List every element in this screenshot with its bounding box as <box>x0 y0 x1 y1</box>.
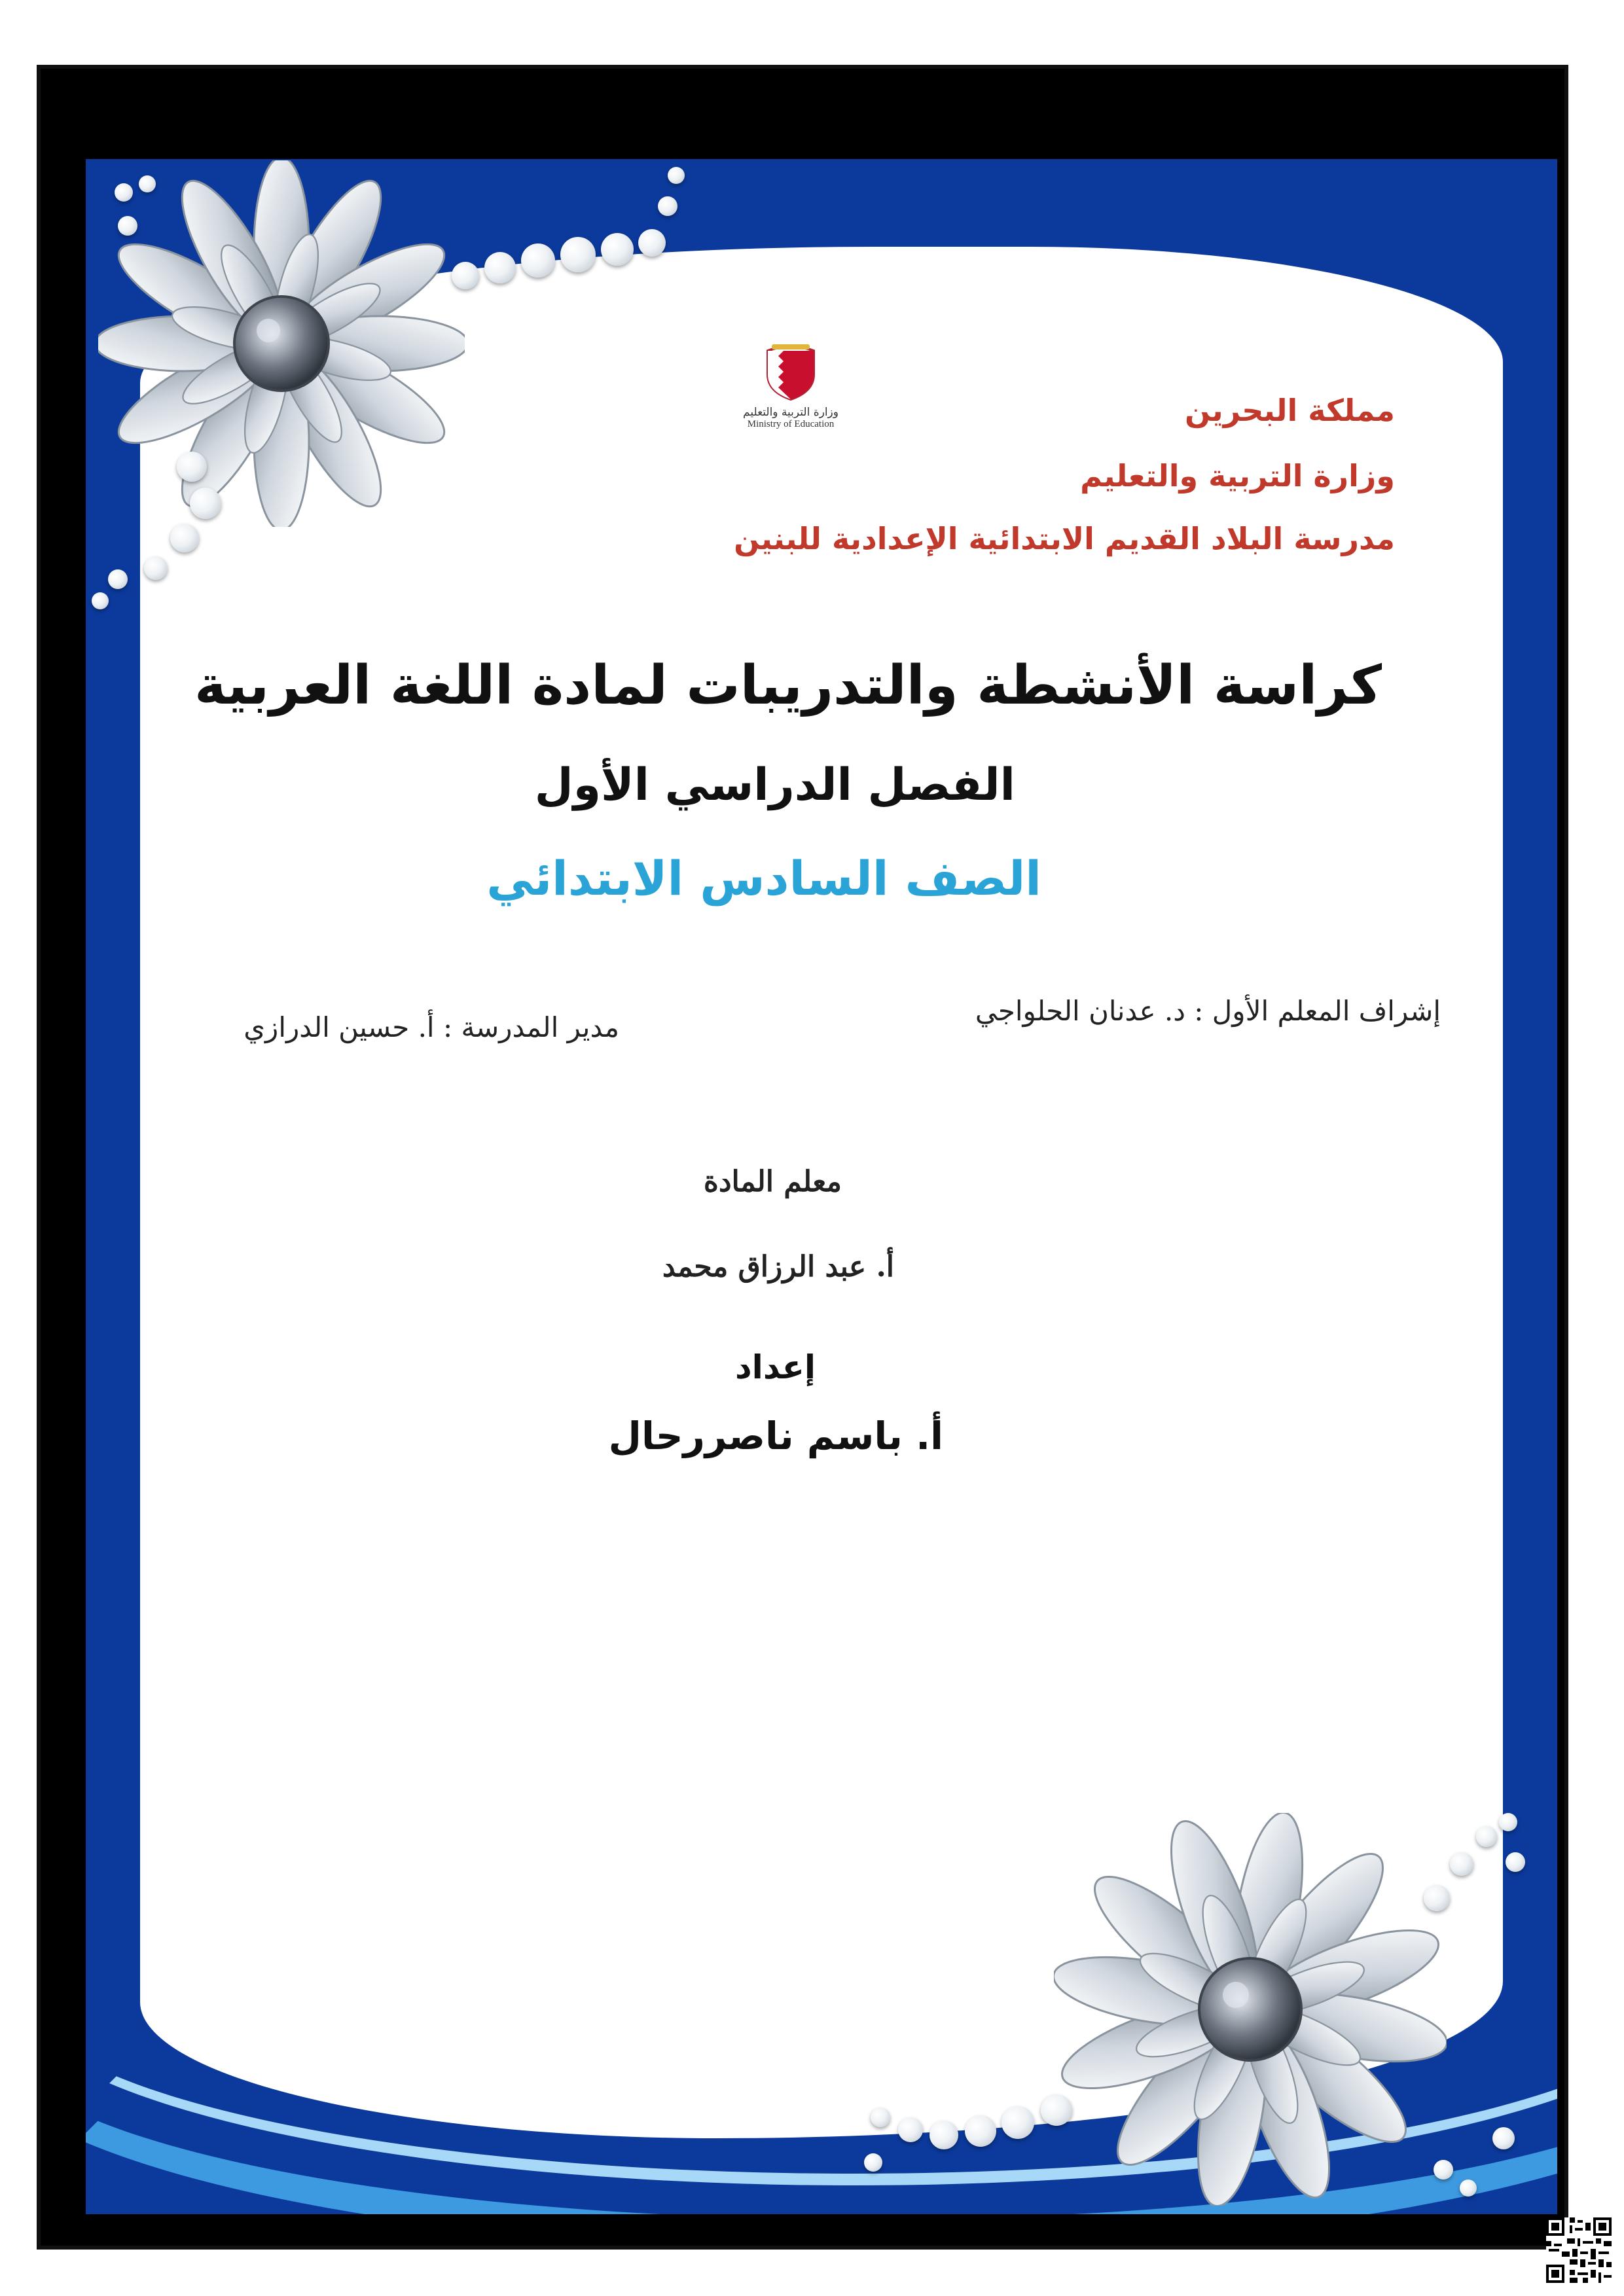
logo-arabic-text: وزارة التربية والتعليم <box>743 406 839 419</box>
qr-code-icon <box>1546 2217 1612 2283</box>
subject-teacher-label: معلم المادة <box>703 1165 842 1198</box>
kingdom-name: مملكة البحرين <box>1184 393 1395 428</box>
silver-flower-icon <box>98 160 465 527</box>
principal-line: مدير المدرسة : أ. حسين الدرازي <box>244 1011 619 1043</box>
supervisor-line: إشراف المعلم الأول : د. عدنان الحلواجي <box>975 995 1441 1027</box>
prepared-by-label: إعداد <box>735 1348 816 1386</box>
booklet-title: كراسة الأنشطة والتدريبات لمادة اللغة العربية <box>194 655 1382 717</box>
ministry-name: وزارة التربية والتعليم <box>1080 458 1395 493</box>
logo-english-text: Ministry of Education <box>747 419 835 429</box>
school-name: مدرسة البلاد القديم الابتدائية الإعدادية للبنين <box>734 521 1395 556</box>
bahrain-emblem-icon <box>764 342 818 401</box>
ministry-logo <box>732 342 850 446</box>
subject-teacher-name: أ. عبد الرزاق محمد <box>662 1250 894 1283</box>
prepared-by-name: أ. باسم ناصررحال <box>608 1414 943 1458</box>
grade-title: الصف السادس الابتدائي <box>486 851 1041 906</box>
semester-title: الفصل الدراسي الأول <box>534 759 1015 811</box>
silver-flower-icon <box>1054 1813 1447 2206</box>
